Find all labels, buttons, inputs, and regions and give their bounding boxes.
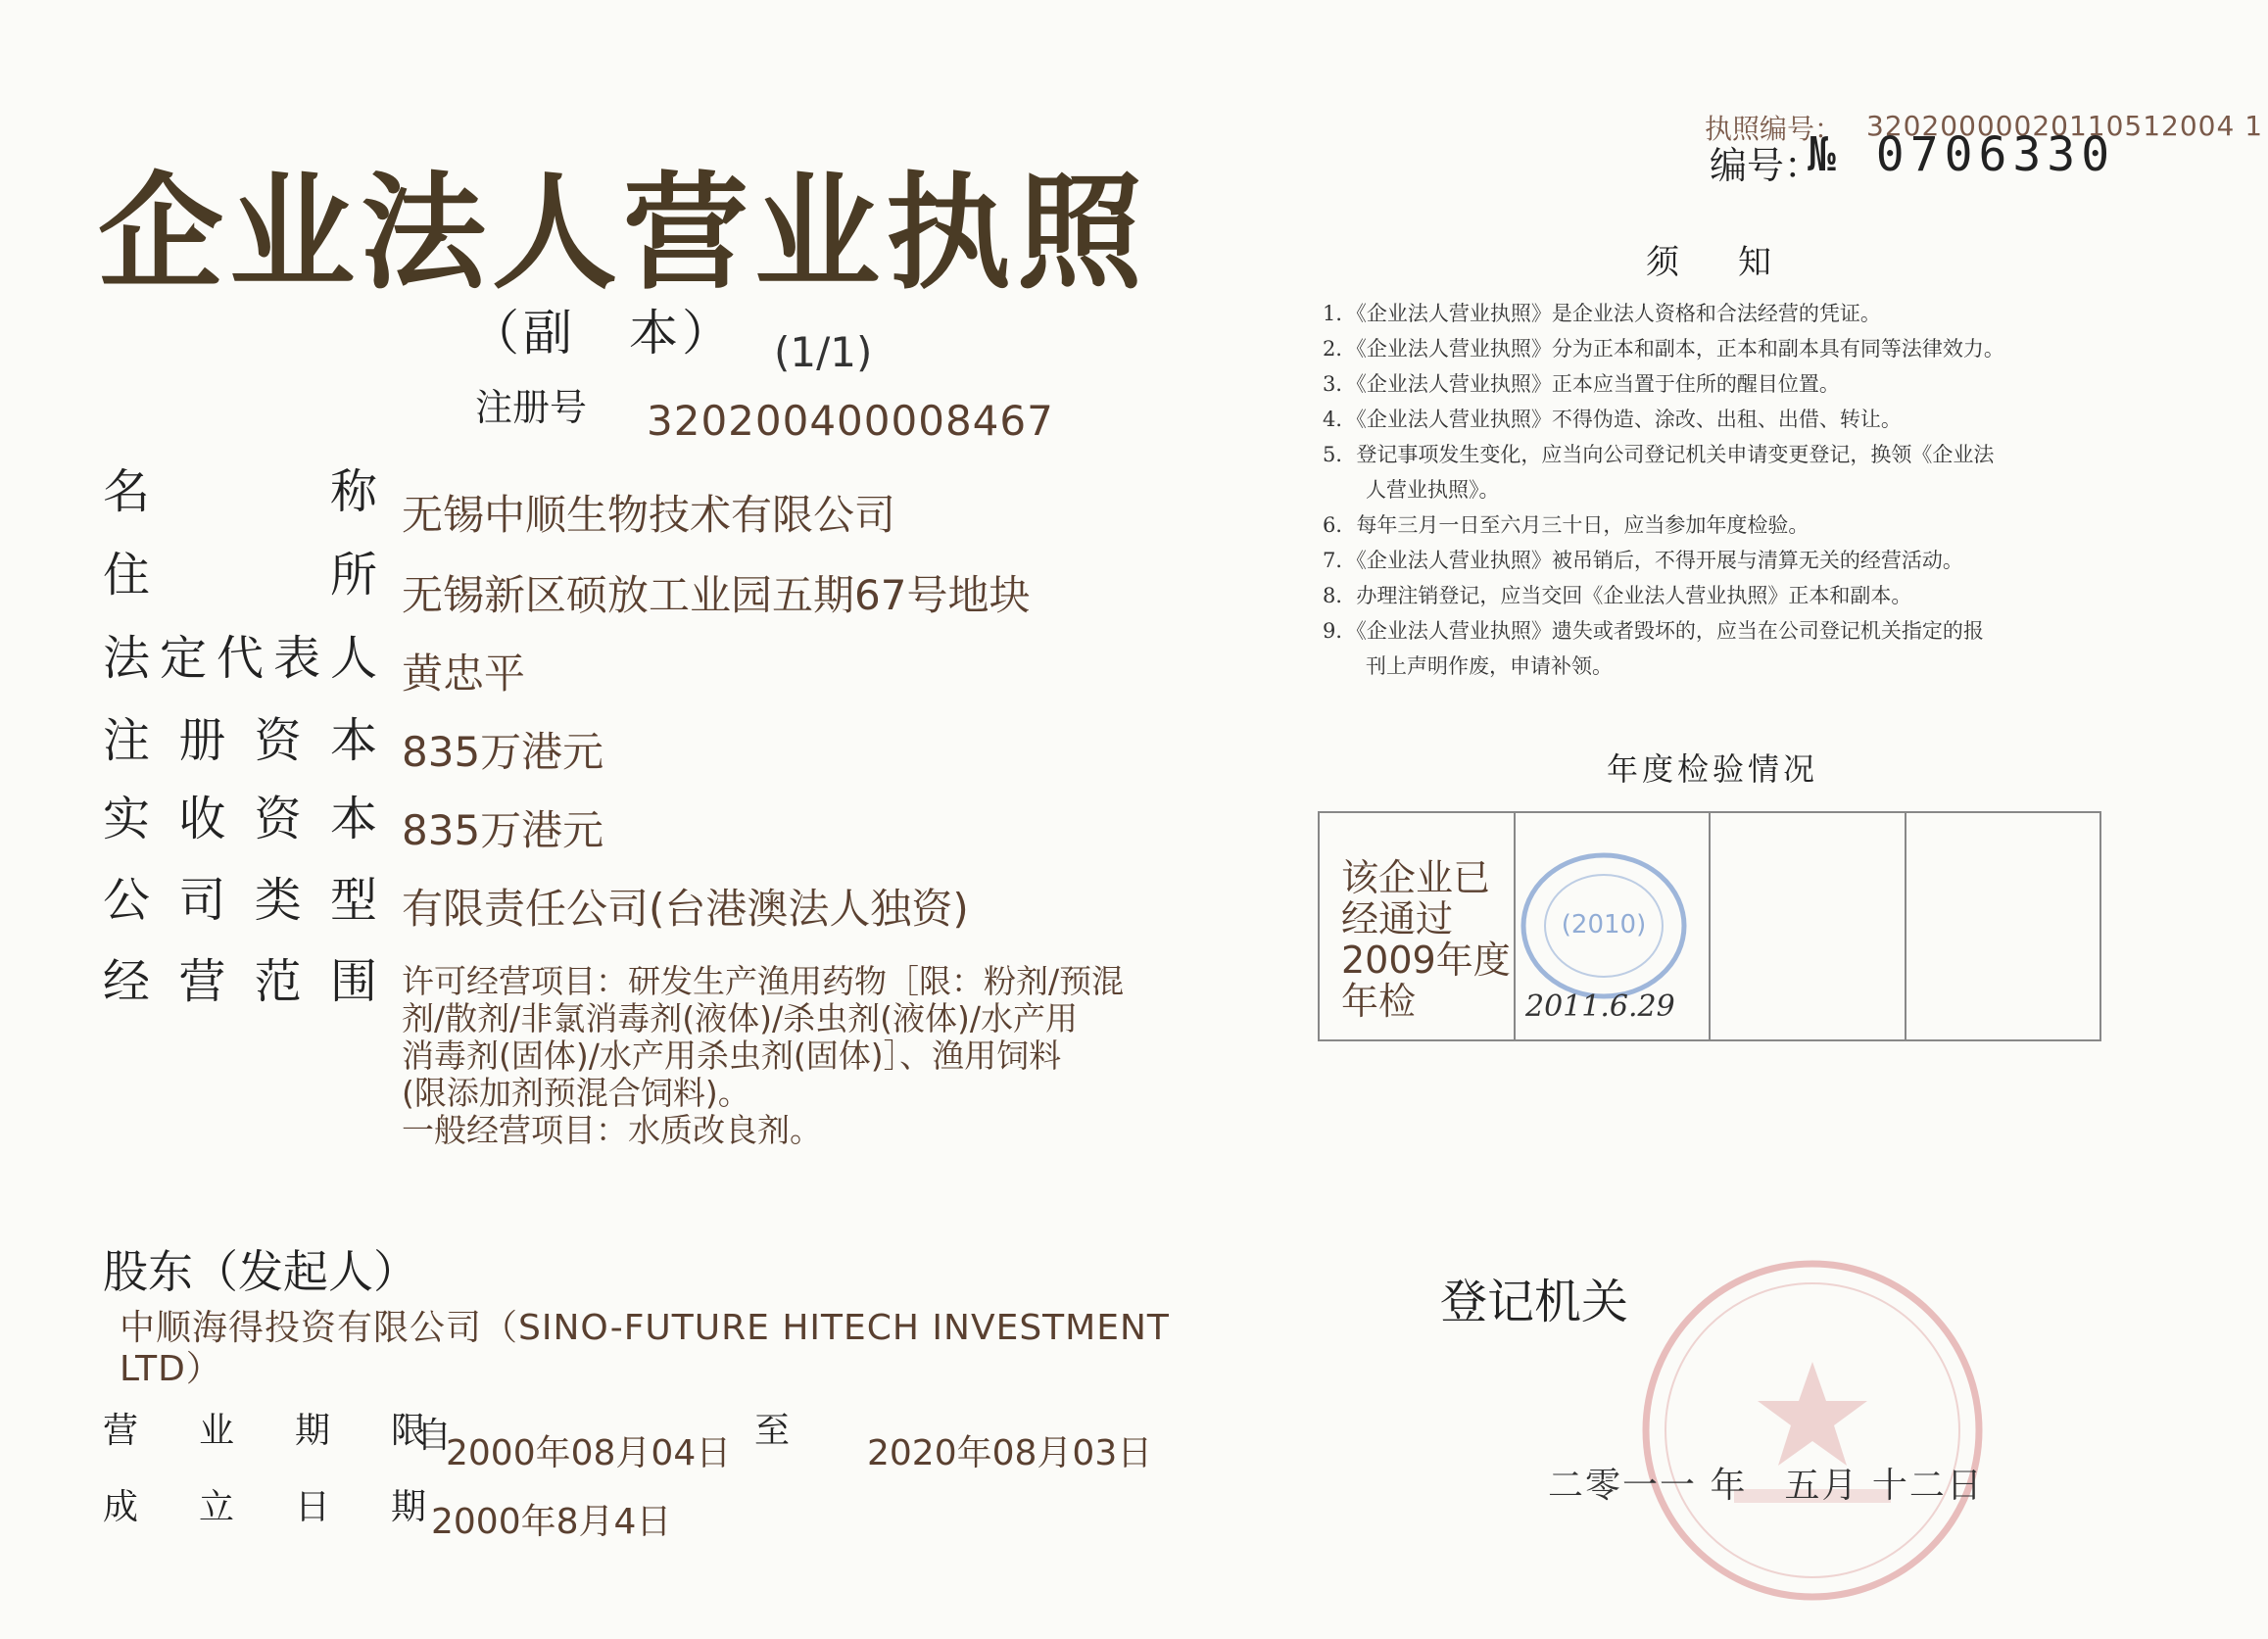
- scope-line: 消毒剂(固体)/水产用杀虫剂(固体)］、渔用饲料: [402, 1036, 1062, 1075]
- label-char: 住: [103, 548, 151, 603]
- company-name: 无锡中顺生物技术有限公司: [402, 491, 896, 539]
- annual-inspection-table: [1318, 811, 2101, 1041]
- notice-item: 7．《企业法人营业执照》被吊销后，不得开展与清算无关的经营活动。: [1323, 549, 1963, 572]
- notice-item: 2．《企业法人营业执照》分为正本和副本，正本和副本具有同等法律效力。: [1323, 337, 2004, 361]
- annual-inspection-title: 年度检验情况: [1607, 750, 1819, 788]
- established-label: [103, 1479, 426, 1529]
- label-char: 公: [103, 873, 151, 928]
- serial-number: № 0706330: [1808, 127, 2116, 182]
- business-scope-label: [103, 943, 377, 1011]
- license-number: 32020000020110512004 1: [1866, 110, 2264, 142]
- label-char: 表: [272, 631, 320, 686]
- label-char: 限: [390, 1411, 426, 1451]
- term-from-word: 自: [416, 1416, 453, 1456]
- notice-item: 人营业执照》。: [1366, 478, 1500, 502]
- label-char: 业: [198, 1411, 234, 1451]
- label-char: 成: [103, 1487, 139, 1527]
- legal-rep-value: 黄忠平: [402, 650, 526, 698]
- scope-line: 剂/散剂/非氯消毒剂(液体)/杀虫剂(液体)/水产用: [402, 999, 1078, 1037]
- notice-item: 5．登记事项发生变化，应当向公司登记机关申请变更登记，换领《企业法: [1323, 443, 1995, 466]
- operating-period-label: [103, 1403, 426, 1453]
- label-char: 期: [390, 1487, 426, 1527]
- label-char: 司: [178, 873, 226, 928]
- term-to-word: 至: [754, 1411, 791, 1451]
- established-date: 2000年8月4日: [431, 1502, 672, 1542]
- annual-inspection-entry: [1341, 857, 1511, 1022]
- notice-list: [1323, 296, 2106, 684]
- label-char: 法: [103, 631, 151, 686]
- label-char: 注: [103, 713, 151, 768]
- notice-item: 9．《企业法人营业执照》遗失或者毁坏的，应当在公司登记机关指定的报: [1323, 619, 1984, 643]
- shareholder-label: 股东（发起人）: [103, 1245, 418, 1298]
- annual-cell: [1516, 813, 1712, 1039]
- shareholder-value: [120, 1308, 1276, 1390]
- label-char: 围: [329, 954, 377, 1009]
- annual-entry-line: 经通过: [1341, 897, 1454, 940]
- notice-item: 4．《企业法人营业执照》不得伪造、涂改、出租、出借、转让。: [1323, 408, 1902, 431]
- label-char: 资: [254, 792, 302, 846]
- company-type-value: 有限责任公司(台港澳法人独资): [402, 885, 969, 933]
- label-char: 称: [329, 464, 377, 519]
- authority-seal-icon: [1626, 1244, 1999, 1616]
- label-char: 本: [329, 713, 377, 768]
- annual-entry-line: 2009年度: [1341, 939, 1511, 982]
- paid-capital-label: [103, 781, 377, 848]
- term-end-date: 2020年08月03日: [867, 1433, 1153, 1473]
- notice-item: 1．《企业法人营业执照》是企业法人资格和合法经营的凭证。: [1323, 302, 1881, 325]
- registered-capital-value: 835万港元: [402, 728, 604, 776]
- label-char: 营: [178, 954, 226, 1009]
- notice-item: 8．办理注销登记，应当交回《企业法人营业执照》正本和副本。: [1323, 584, 1912, 607]
- label-char: 实: [103, 792, 151, 846]
- company-address: 无锡新区硕放工业园五期67号地块: [402, 571, 1031, 619]
- paid-capital-value: 835万港元: [402, 806, 604, 854]
- label-char: 营: [103, 1411, 139, 1451]
- label-char: 日: [294, 1487, 330, 1527]
- scope-line: (限添加剂预混合饲料)。: [402, 1074, 750, 1112]
- company-type-label: [103, 862, 377, 930]
- notice-item: 6．每年三月一日至六月三十日，应当参加年度检验。: [1323, 513, 1810, 537]
- shareholder-line: 中顺海得投资有限公司（SINO-FUTURE HITECH INVESTMENT: [120, 1308, 1170, 1348]
- label-char: 代: [216, 631, 264, 686]
- label-char: 类: [254, 873, 302, 928]
- document-title: 企业法人营业执照: [98, 160, 1149, 307]
- label-char: 名: [103, 464, 151, 519]
- label-char: 人: [329, 631, 377, 686]
- label-char: 定: [159, 631, 207, 686]
- annual-cell: [1906, 813, 2100, 1039]
- issue-date: 二零一一 年 五月 十二日: [1548, 1466, 1984, 1506]
- label-char: 本: [329, 792, 377, 846]
- copy-label: （副 本）: [470, 305, 735, 362]
- label-char: 经: [103, 954, 151, 1009]
- label-char: 所: [329, 548, 377, 603]
- label-char: 立: [198, 1487, 234, 1527]
- address-label: [103, 537, 377, 604]
- label-char: 资: [254, 713, 302, 768]
- serial-label: 编号：: [1710, 144, 1822, 187]
- label-char: 型: [329, 873, 377, 928]
- scope-line: 一般经营项目：水质改良剂。: [402, 1111, 822, 1149]
- notice-item: 刊上声明作废，申请补领。: [1366, 654, 1613, 678]
- annual-entry-line: 该企业已: [1341, 856, 1491, 899]
- legal-rep-label: [103, 620, 377, 688]
- notice-title: 须知: [1646, 243, 1830, 282]
- label-char: 范: [254, 954, 302, 1009]
- scope-line: 许可经营项目：研发生产渔用药物［限：粉剂/预混: [402, 962, 1125, 1000]
- label-char: 册: [178, 713, 226, 768]
- inspection-signature: 2011.6.29: [1525, 989, 1675, 1024]
- shareholder-line: LTD）: [120, 1349, 222, 1389]
- registration-number: 320200400008467: [647, 397, 1054, 445]
- annual-entry-line: 年检: [1341, 980, 1417, 1023]
- authority-label: 登记机关: [1440, 1275, 1629, 1329]
- label-char: 期: [294, 1411, 330, 1451]
- label-char: 收: [178, 792, 226, 846]
- license-number-label: 执照编号：: [1705, 113, 1843, 145]
- notice-item: 3．《企业法人营业执照》正本应当置于住所的醒目位置。: [1323, 372, 1840, 396]
- registered-capital-label: [103, 702, 377, 770]
- term-start-date: 2000年08月04日: [446, 1433, 732, 1473]
- business-scope-text: [402, 963, 1234, 1149]
- stamp-year: (2010): [1561, 910, 1647, 940]
- registration-label: 注册号: [475, 386, 588, 429]
- name-label: [103, 454, 377, 521]
- page-index: (1/1): [774, 328, 873, 376]
- annual-cell: [1711, 813, 1906, 1039]
- annual-cell: [1320, 813, 1675, 1039]
